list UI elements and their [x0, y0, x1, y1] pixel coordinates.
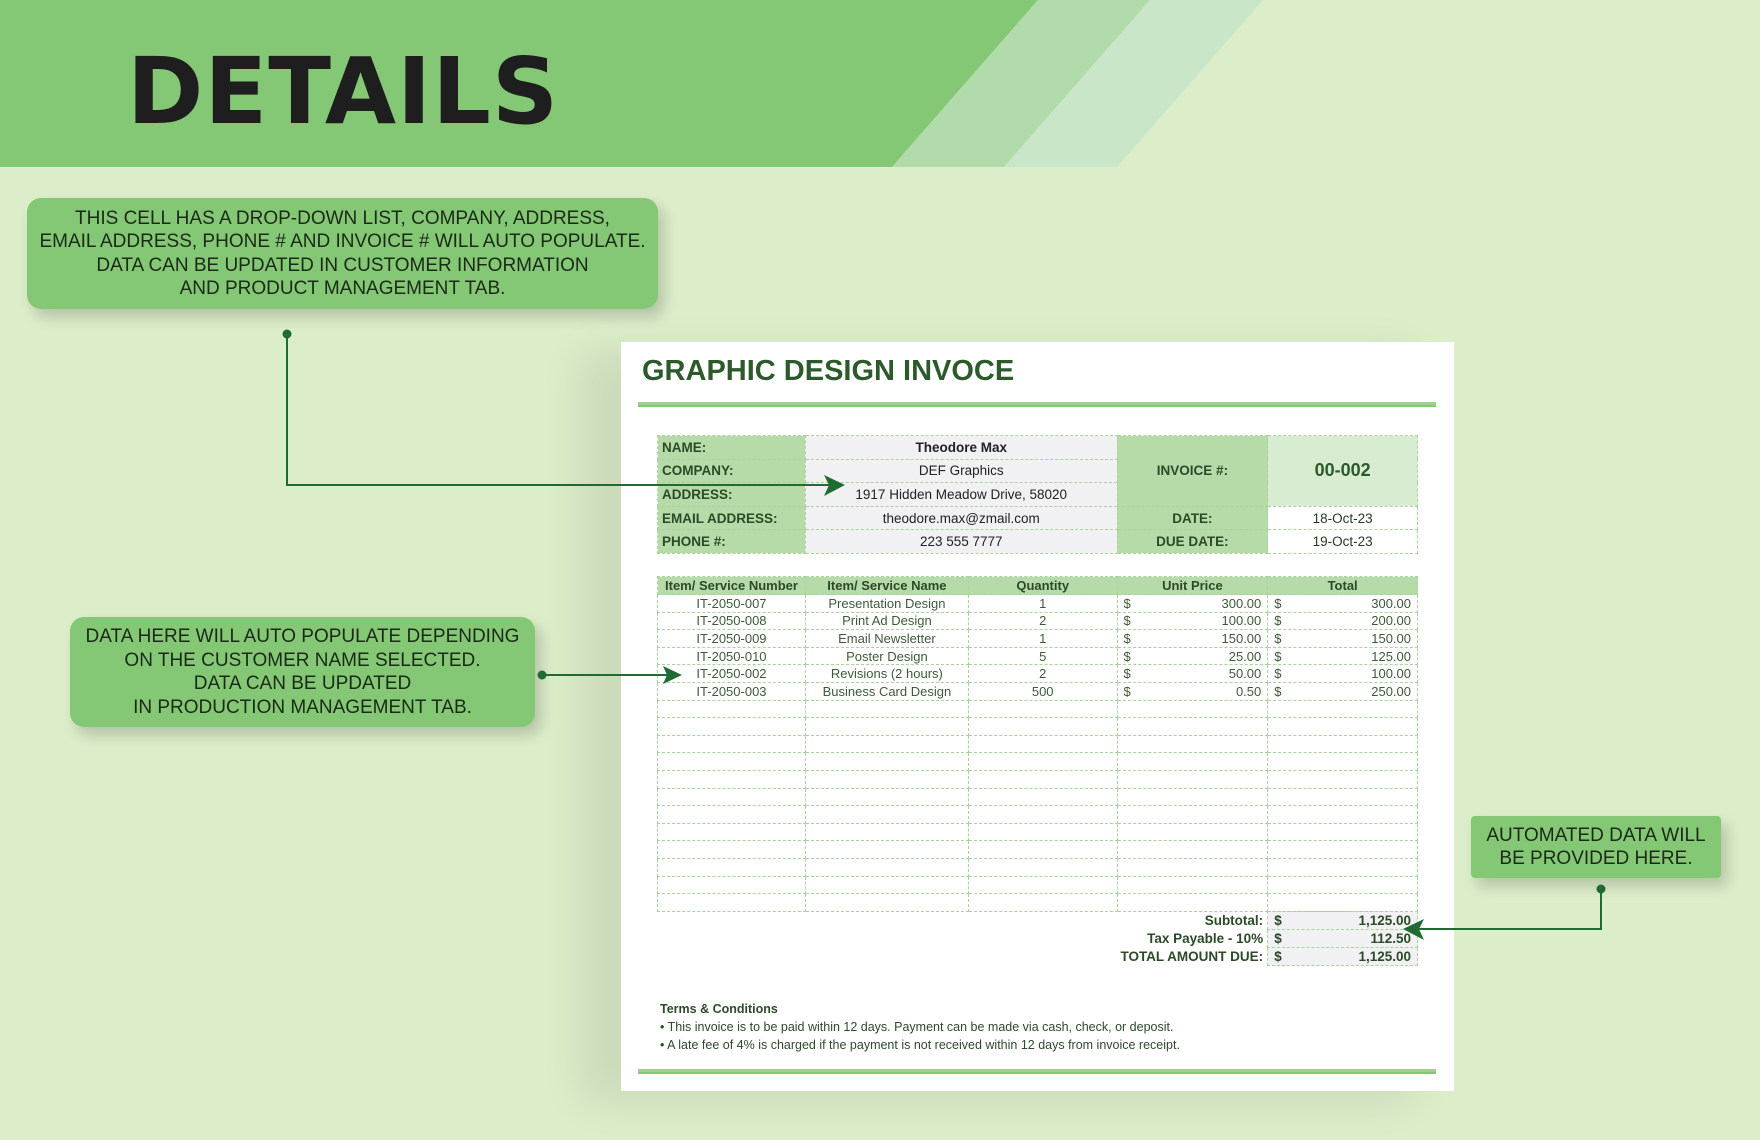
connector-line	[1418, 889, 1601, 929]
connector-line	[287, 334, 830, 485]
amount: 200.00	[1371, 613, 1411, 629]
amount: 250.00	[1371, 683, 1411, 699]
company-label: COMPANY:	[658, 459, 806, 483]
phone-value: 223 555 7777	[805, 530, 1117, 554]
callout-line: DATA CAN BE UPDATED	[193, 673, 412, 694]
total-value: 1,125.00	[1358, 949, 1411, 964]
terms-line: • A late fee of 4% is charged if the payment is not received within 12 days from invoice receipt.	[660, 1038, 1180, 1052]
currency-symbol: $	[1274, 913, 1282, 928]
item-number-cell[interactable]: IT-2050-003	[658, 682, 806, 700]
amount: 100.00	[1221, 613, 1262, 629]
currency-symbol: $	[1274, 949, 1282, 964]
quantity-cell: 5	[968, 647, 1117, 665]
currency-symbol: $	[1123, 630, 1131, 646]
item-number-cell[interactable]: IT-2050-009	[658, 630, 806, 648]
invoice-number: 00-002	[1268, 436, 1418, 507]
callout-line: AND PRODUCT MANAGEMENT TAB.	[179, 278, 506, 299]
amount: 125.00	[1371, 648, 1411, 664]
item-number-cell[interactable]: IT-2050-007	[658, 595, 806, 613]
currency-symbol: $	[1123, 595, 1131, 611]
quantity-cell: 2	[968, 665, 1117, 683]
callout-line: THIS CELL HAS A DROP-DOWN LIST, COMPANY, ADDRESS,	[75, 207, 610, 229]
currency-symbol: $	[1274, 613, 1282, 629]
currency-symbol: $	[1123, 648, 1131, 664]
address-label: ADDRESS:	[658, 483, 806, 507]
total-label: Subtotal:	[1204, 913, 1264, 928]
name-label: NAME:	[658, 436, 806, 460]
quantity-cell: 1	[968, 595, 1117, 613]
amount: 300.00	[1221, 595, 1262, 611]
item-number-cell[interactable]: IT-2050-002	[658, 665, 806, 683]
amount: 150.00	[1371, 630, 1411, 646]
callout-line: BE PROVIDED HERE.	[1499, 848, 1693, 869]
amount: 300.00	[1371, 595, 1411, 611]
company-value: DEF Graphics	[805, 459, 1117, 483]
item-number-cell[interactable]: IT-2050-008	[658, 612, 806, 630]
amount: 150.00	[1221, 630, 1262, 646]
callout-line: EMAIL ADDRESS, PHONE # AND INVOICE # WILL AUTO POPULATE.	[39, 231, 646, 252]
email-label: EMAIL ADDRESS:	[658, 506, 806, 530]
amount: 25.00	[1228, 648, 1262, 664]
item-name-cell: Poster Design	[805, 647, 968, 665]
callout-line: IN PRODUCTION MANAGEMENT TAB.	[133, 696, 472, 718]
quantity-cell: 1	[968, 630, 1117, 648]
connector-dot	[538, 671, 547, 680]
currency-symbol: $	[1123, 613, 1131, 629]
column-header: Quantity	[968, 577, 1117, 595]
item-name-cell: Business Card Design	[805, 682, 968, 700]
phone-label: PHONE #:	[658, 530, 806, 554]
currency-symbol: $	[1123, 666, 1131, 682]
quantity-cell: 500	[968, 682, 1117, 700]
total-label: Tax Payable - 10%	[1147, 931, 1264, 946]
currency-symbol: $	[1274, 931, 1282, 946]
amount: 50.00	[1228, 666, 1262, 682]
currency-symbol: $	[1123, 683, 1131, 699]
terms-title: Terms & Conditions	[660, 1002, 778, 1016]
item-name-cell: Print Ad Design	[805, 612, 968, 630]
invoice-number-label: INVOICE #:	[1117, 436, 1268, 507]
customer-name-dropdown[interactable]: Theodore Max	[805, 436, 1117, 460]
currency-symbol: $	[1274, 648, 1282, 664]
total-label: TOTAL AMOUNT DUE:	[1120, 949, 1264, 964]
amount: 0.50	[1235, 683, 1262, 699]
column-header: Item/ Service Number	[658, 577, 806, 595]
page-title: DETAILS	[127, 38, 560, 145]
due-date-value[interactable]: 19-Oct-23	[1268, 530, 1418, 554]
invoice-title: GRAPHIC DESIGN INVOCE	[642, 355, 1015, 387]
item-name-cell: Presentation Design	[805, 595, 968, 613]
currency-symbol: $	[1274, 595, 1282, 611]
item-name-cell: Revisions (2 hours)	[805, 665, 968, 683]
item-number-cell[interactable]: IT-2050-010	[658, 647, 806, 665]
callout-line: AUTOMATED DATA WILL	[1486, 824, 1706, 846]
connector-dot	[283, 330, 292, 339]
callout-line: DATA CAN BE UPDATED IN CUSTOMER INFORMATION	[96, 254, 589, 276]
date-label: DATE:	[1117, 506, 1268, 530]
currency-symbol: $	[1274, 683, 1282, 699]
date-value[interactable]: 18-Oct-23	[1268, 506, 1418, 530]
due-date-label: DUE DATE:	[1117, 530, 1268, 554]
quantity-cell: 2	[968, 612, 1117, 630]
column-header: Item/ Service Name	[805, 577, 968, 595]
item-name-cell: Email Newsletter	[805, 630, 968, 648]
address-value: 1917 Hidden Meadow Drive, 58020	[805, 483, 1117, 507]
column-header: Total	[1268, 577, 1418, 595]
column-header: Unit Price	[1117, 577, 1268, 595]
currency-symbol: $	[1274, 666, 1282, 682]
currency-symbol: $	[1274, 630, 1282, 646]
callout-line: DATA HERE WILL AUTO POPULATE DEPENDING	[85, 626, 520, 647]
callout-line: ON THE CUSTOMER NAME SELECTED.	[124, 649, 481, 671]
email-value: theodore.max@zmail.com	[805, 506, 1117, 530]
total-value: 1,125.00	[1358, 913, 1411, 928]
connector-dot	[1597, 885, 1606, 894]
total-value: 112.50	[1370, 931, 1411, 946]
amount: 100.00	[1371, 666, 1411, 682]
terms-line: • This invoice is to be paid within 12 days. Payment can be made via cash, check, or deposit.	[660, 1020, 1174, 1034]
